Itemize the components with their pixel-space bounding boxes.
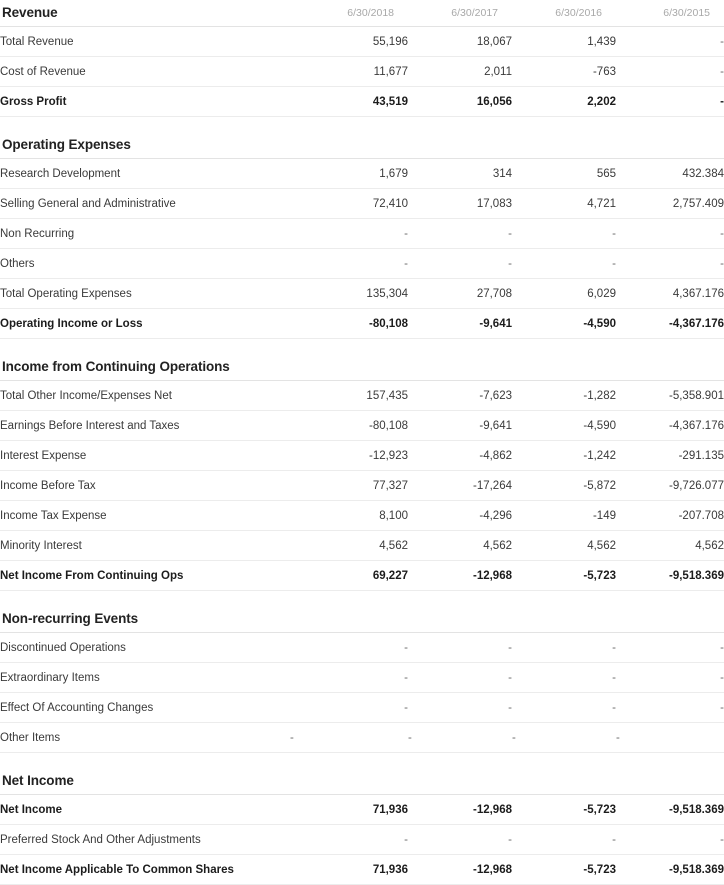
table-row — [0, 57, 724, 87]
column-header-date: 6/30/2016 — [555, 7, 602, 19]
row-value: 2,757.409 — [616, 189, 724, 219]
row-value: 4,721 — [512, 189, 616, 219]
row-value: -1,282 — [512, 381, 616, 411]
section-header-row — [0, 753, 724, 795]
row-value-empty: - — [616, 249, 724, 279]
table-row — [0, 501, 724, 531]
row-label: Preferred Stock And Other Adjustments — [0, 825, 290, 855]
row-value-empty: - — [290, 693, 408, 723]
row-value: 43,519 — [290, 87, 408, 117]
row-value-empty: - — [290, 219, 408, 249]
row-value-empty: - — [616, 723, 724, 753]
row-value: -4,367.176 — [616, 309, 724, 339]
row-label: Selling General and Administrative — [0, 189, 290, 219]
row-value-empty: - — [290, 825, 408, 855]
table-row — [0, 825, 724, 855]
row-value: -4,590 — [512, 411, 616, 441]
row-value: 314 — [408, 159, 512, 189]
row-value: 11,677 — [290, 57, 408, 87]
row-value: -80,108 — [290, 411, 408, 441]
row-value: 4,562 — [408, 531, 512, 561]
row-value: 8,100 — [290, 501, 408, 531]
table-row — [0, 309, 724, 339]
row-value: 2,011 — [408, 57, 512, 87]
row-value: 71,936 — [290, 795, 408, 825]
row-value-empty: - — [290, 249, 408, 279]
row-value: 4,367.176 — [616, 279, 724, 309]
row-value: -80,108 — [290, 309, 408, 339]
row-value-empty: - — [616, 27, 724, 57]
table-row — [0, 531, 724, 561]
row-value: 6,029 — [512, 279, 616, 309]
table-row — [0, 381, 724, 411]
row-label: Effect Of Accounting Changes — [0, 693, 290, 723]
row-label: Extraordinary Items — [0, 663, 290, 693]
row-value-empty: - — [616, 633, 724, 663]
row-value: -7,623 — [408, 381, 512, 411]
row-label: Total Revenue — [0, 27, 290, 57]
section-header-row — [0, 591, 724, 633]
row-value: -4,296 — [408, 501, 512, 531]
section-title: Revenue — [2, 5, 58, 20]
row-label: Others — [0, 249, 290, 279]
row-value: -4,367.176 — [616, 411, 724, 441]
row-value: 72,410 — [290, 189, 408, 219]
row-value-empty: - — [408, 663, 512, 693]
row-value-empty: - — [512, 249, 616, 279]
row-value-empty: - — [616, 87, 724, 117]
row-value: -12,968 — [408, 795, 512, 825]
row-value-empty: - — [512, 723, 616, 753]
section-title: Net Income — [2, 773, 74, 788]
row-value-empty: - — [616, 219, 724, 249]
row-label: Minority Interest — [0, 531, 290, 561]
row-value: 71,936 — [290, 855, 408, 885]
row-value: -9,641 — [408, 309, 512, 339]
row-value: 4,562 — [290, 531, 408, 561]
row-label: Total Other Income/Expenses Net — [0, 381, 290, 411]
row-value: -5,723 — [512, 561, 616, 591]
table-row — [0, 561, 724, 591]
table-row — [0, 279, 724, 309]
row-value-empty: - — [616, 663, 724, 693]
row-value: -4,862 — [408, 441, 512, 471]
row-value-empty: - — [616, 57, 724, 87]
row-value: -12,968 — [408, 855, 512, 885]
table-row — [0, 693, 724, 723]
row-value: -5,723 — [512, 855, 616, 885]
row-value: -9,641 — [408, 411, 512, 441]
row-value: -17,264 — [408, 471, 512, 501]
row-value-empty: - — [290, 663, 408, 693]
row-value: 1,439 — [512, 27, 616, 57]
row-value: -291.135 — [616, 441, 724, 471]
table-row — [0, 87, 724, 117]
row-value: -1,242 — [512, 441, 616, 471]
row-value: -149 — [512, 501, 616, 531]
table-row — [0, 27, 724, 57]
row-label: Other Items — [0, 723, 290, 753]
table-row — [0, 663, 724, 693]
row-value: -12,968 — [408, 561, 512, 591]
row-value: 69,227 — [290, 561, 408, 591]
row-value: 18,067 — [408, 27, 512, 57]
row-value: 565 — [512, 159, 616, 189]
table-row — [0, 219, 724, 249]
row-value-empty: - — [408, 825, 512, 855]
row-value: 4,562 — [512, 531, 616, 561]
row-label: Total Operating Expenses — [0, 279, 290, 309]
row-value: -4,590 — [512, 309, 616, 339]
row-value-empty: - — [290, 633, 408, 663]
row-value: 432.384 — [616, 159, 724, 189]
row-value: 157,435 — [290, 381, 408, 411]
row-value: -9,518.369 — [616, 561, 724, 591]
row-value: 2,202 — [512, 87, 616, 117]
row-value: 55,196 — [290, 27, 408, 57]
column-header-date: 6/30/2017 — [451, 7, 498, 19]
section-header-row — [0, 117, 724, 159]
row-value: -9,726.077 — [616, 471, 724, 501]
row-label: Gross Profit — [0, 87, 290, 117]
row-value: -9,518.369 — [616, 795, 724, 825]
row-value: -207.708 — [616, 501, 724, 531]
row-value: -12,923 — [290, 441, 408, 471]
table-row — [0, 471, 724, 501]
section-title: Operating Expenses — [2, 137, 131, 152]
table-row — [0, 723, 724, 753]
row-label: Income Before Tax — [0, 471, 290, 501]
row-label: Income Tax Expense — [0, 501, 290, 531]
table-row — [0, 159, 724, 189]
row-value-empty: - — [408, 249, 512, 279]
row-value-empty: - — [290, 723, 408, 753]
row-value-empty: - — [512, 633, 616, 663]
table-row — [0, 855, 724, 885]
row-value: -5,723 — [512, 795, 616, 825]
row-value-empty: - — [408, 693, 512, 723]
row-label: Operating Income or Loss — [0, 309, 290, 339]
row-label: Research Development — [0, 159, 290, 189]
row-value-empty: - — [408, 219, 512, 249]
section-title: Income from Continuing Operations — [2, 359, 230, 374]
table-row — [0, 189, 724, 219]
row-value: 77,327 — [290, 471, 408, 501]
section-header-row — [0, 339, 724, 381]
row-value: 4,562 — [616, 531, 724, 561]
row-value: 16,056 — [408, 87, 512, 117]
row-value: 1,679 — [290, 159, 408, 189]
row-label: Interest Expense — [0, 441, 290, 471]
row-value-empty: - — [512, 693, 616, 723]
row-value: -5,872 — [512, 471, 616, 501]
row-value-empty: - — [512, 825, 616, 855]
row-value-empty: - — [512, 219, 616, 249]
row-label: Earnings Before Interest and Taxes — [0, 411, 290, 441]
row-value: 17,083 — [408, 189, 512, 219]
column-header-date: 6/30/2015 — [663, 7, 710, 19]
row-value: -5,358.901 — [616, 381, 724, 411]
row-label: Discontinued Operations — [0, 633, 290, 663]
table-row — [0, 441, 724, 471]
table-row — [0, 795, 724, 825]
section-title: Non-recurring Events — [2, 611, 139, 626]
row-value-empty: - — [408, 633, 512, 663]
table-row — [0, 249, 724, 279]
row-label: Cost of Revenue — [0, 57, 290, 87]
section-header-row — [0, 0, 724, 26]
row-value-empty: - — [616, 693, 724, 723]
column-header-date: 6/30/2018 — [347, 7, 394, 19]
row-value: -9,518.369 — [616, 855, 724, 885]
row-label: Net Income From Continuing Ops — [0, 561, 290, 591]
row-label: Net Income — [0, 795, 290, 825]
row-label: Non Recurring — [0, 219, 290, 249]
row-value: 135,304 — [290, 279, 408, 309]
table-row — [0, 633, 724, 663]
row-label: Net Income Applicable To Common Shares — [0, 855, 290, 885]
row-value-empty: - — [616, 825, 724, 855]
table-row — [0, 411, 724, 441]
row-value: -763 — [512, 57, 616, 87]
row-value-empty: - — [408, 723, 512, 753]
row-value: 27,708 — [408, 279, 512, 309]
row-value-empty: - — [512, 663, 616, 693]
